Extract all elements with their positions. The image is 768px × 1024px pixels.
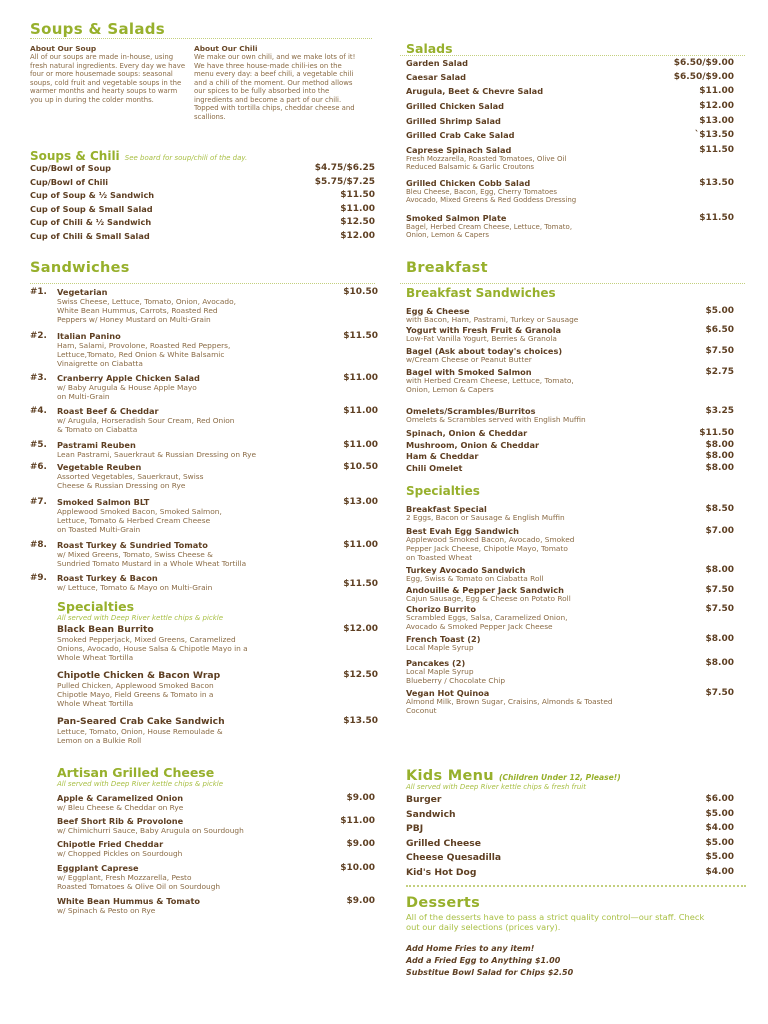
sandwich-item: #9. Roast Turkey & Bacon $11.50 w/ Lettuce, Tomato & Mayo on Multi-Grain: [30, 573, 378, 592]
list-item: Yogurt with Fresh Fruit & Granola $6.50 Low-Fat Vanilla Yogurt, Berries & Granola: [406, 325, 734, 343]
salads-heading: Salads: [406, 41, 453, 56]
grilled-cheese-item: Chipotle Fried Cheddar $9.00 w/ Chopped Pickles on Sourdough: [57, 839, 375, 858]
list-item: Mushroom, Onion & Cheddar $8.00: [406, 439, 734, 450]
soups-chili-note: See board for soup/chili of the day.: [124, 154, 248, 162]
salads-list: [406, 58, 734, 240]
desserts-text: All of the desserts have to pass a strict quality control—our staff. Check out our daily selections (prices vary).: [406, 912, 705, 932]
sandwich-item: #8. Roast Turkey & Sundried Tomato $11.00 w/ Mixed Greens, Tomato, Swiss Cheese & Sundried Tomato Mustard in a Whole Wheat Tortilla: [30, 540, 378, 568]
addon-item: Add a Fried Egg to Anything $1.00: [406, 956, 561, 965]
sandwich-item: #6. Vegetable Reuben $10.50 Assorted Vegetables, Sauerkraut, Swiss Cheese & Russian Dressing on Rye: [30, 462, 378, 490]
list-item: Caesar Salad $6.50/$9.00: [406, 72, 734, 82]
soups-chili-heading: Soups & Chili: [30, 149, 120, 163]
specialty-item: Black Bean Burrito $12.00 Smoked Pepperjack, Mixed Greens, Caramelized Onions, Avocado, House Salsa & Chipotle Mayo in a Whole Wheat Tortilla: [57, 624, 378, 662]
kids-list: [406, 794, 734, 881]
specialties-heading: Specialties: [57, 599, 135, 614]
about-chili-text: We make our own chili, and we make lots of it! We have three house-made chili-ies on the menu every day: a beef chili, a vegetable chili and a chili of the moment. Our method allows our spices to be fully absorbed into the ingredients and become a part of our chili. Topped with tortilla chips, cheddar cheese and scallions.: [194, 53, 356, 121]
sandwich-item: #1. Vegetarian $10.50 Swiss Cheese, Lettuce, Tomato, Onion, Avocado, White Bean Hummus, Carrots, Roasted Red Peppers w/ Honey Mustard on Multi-Grain: [30, 287, 378, 324]
list-item: Best Evah Egg Sandwich $7.00 Applewood Smoked Bacon, Avocado, Smoked Pepper Jack Cheese, Chipotle Mayo, Tomato on Toasted Wheat: [406, 526, 734, 562]
list-item: Grilled Shrimp Salad $13.00: [406, 115, 734, 126]
list-item: Cheese Quesadilla $5.00: [406, 852, 734, 863]
list-item: Egg & Cheese $5.00 with Bacon, Ham, Pastrami, Turkey or Sausage: [406, 306, 734, 324]
soups-chili-header: [30, 145, 375, 164]
about-chili: [194, 44, 356, 121]
specialty-item: Chipotle Chicken & Bacon Wrap $12.50 Pulled Chicken, Applewood Smoked Bacon Chipotle Mayo, Field Greens & Tomato in a Whole Wheat Tortilla: [57, 670, 378, 708]
grilled-cheese-item: Beef Short Rib & Provolone $11.00 w/ Chimichurri Sauce, Baby Arugula on Sourdough: [57, 816, 375, 835]
list-item: PBJ $4.00: [406, 823, 734, 834]
list-item: French Toast (2) $8.00 Local Maple Syrup: [406, 634, 734, 652]
list-item: Omelets/Scrambles/Burritos $3.25 Omelets & Scrambles served with English Muffin: [406, 406, 734, 424]
list-item: Andouille & Pepper Jack Sandwich $7.50 Cajun Sausage, Egg & Cheese on Potato Roll: [406, 585, 734, 603]
list-item: Breakfast Special $8.50 2 Eggs, Bacon or Sausage & English Muffin: [406, 504, 734, 522]
list-item: Grilled Chicken Cobb Salad $13.50 Bleu Cheese, Bacon, Egg, Cherry Tomatoes Avocado, Mixed Greens & Red Goddess Dressing: [406, 177, 734, 204]
specialties-note: All served with Deep River kettle chips & pickle: [57, 614, 224, 622]
breakfast-sandwiches-heading: Breakfast Sandwiches: [406, 286, 556, 300]
list-item: Grilled Crab Cake Salad `$13.50: [406, 130, 734, 140]
list-item: Sandwich $5.00: [406, 808, 734, 820]
list-item: Ham & Cheddar $8.00: [406, 451, 734, 461]
list-item: Chili Omelet $8.00: [406, 462, 734, 473]
list-item: Bagel with Smoked Salmon $2.75 with Herbed Cream Cheese, Lettuce, Tomato, Onion, Lemon & Capers: [406, 367, 734, 394]
divider: [406, 885, 746, 887]
list-item: Spinach, Onion & Cheddar $11.50: [406, 428, 734, 438]
specialty-item: Pan-Seared Crab Cake Sandwich $13.50 Lettuce, Tomato, Onion, House Remoulade & Lemon on a Bulkie Roll: [57, 716, 378, 745]
list-item: Cup of Soup & Small Salad $11.00: [30, 203, 375, 214]
sandwich-item: #5. Pastrami Reuben $11.00 Lean Pastrami, Sauerkraut & Russian Dressing on Rye: [30, 440, 378, 459]
divider: [30, 38, 372, 39]
list-item: Cup of Chili & ½ Sandwich $12.50: [30, 217, 375, 227]
divider: [30, 283, 375, 284]
list-item: Cup of Chili & Small Salad $12.00: [30, 230, 375, 241]
list-item: Caprese Spinach Salad $11.50 Fresh Mozzarella, Roasted Tomatoes, Olive Oil Reduced Balsamic & Garlic Croutons: [406, 144, 734, 171]
list-item: Cup/Bowl of Soup $4.75/$6.25: [30, 163, 375, 173]
list-item: Grilled Chicken Salad $12.00: [406, 101, 734, 111]
list-item: Pancakes (2) $8.00 Local Maple Syrup Blueberry / Chocolate Chip: [406, 658, 734, 685]
breakfast-sandwiches-list: [406, 306, 734, 394]
about-soup-title: About Our Soup: [30, 44, 97, 53]
breakfast-specialties-list: [406, 504, 734, 715]
kids-heading: Kids Menu: [406, 768, 494, 784]
list-item: Burger $6.00: [406, 794, 734, 805]
list-item: Chorizo Burrito $7.50 Scrambled Eggs, Salsa, Caramelized Onion, Avocado & Smoked Pepper Jack Cheese: [406, 604, 734, 631]
addon-item: Substitue Bowl Salad for Chips $2.50: [406, 968, 574, 977]
list-item: Cup/Bowl of Chili $5.75/$7.25: [30, 176, 375, 187]
about-chili-title: About Our Chili: [194, 44, 258, 53]
grilled-cheese-item: Eggplant Caprese $10.00 w/ Eggplant, Fresh Mozzarella, Pesto Roasted Tomatoes & Olive Oil on Sourdough: [57, 863, 375, 891]
grilled-cheese-item: Apple & Caramelized Onion $9.00 w/ Bleu Cheese & Cheddar on Rye: [57, 793, 375, 812]
sandwich-item: #4. Roast Beef & Cheddar $11.00 w/ Arugula, Horseradish Sour Cream, Red Onion & Tomato on Ciabatta: [30, 406, 378, 434]
sandwich-item: #3. Cranberry Apple Chicken Salad $11.00 w/ Baby Arugula & House Apple Mayo on Multi-Grain: [30, 373, 378, 401]
list-item: Cup of Soup & ½ Sandwich $11.50: [30, 190, 375, 200]
kids-subtitle: (Children Under 12, Please!): [498, 773, 621, 782]
breakfast-heading: Breakfast: [406, 260, 488, 276]
list-item: Turkey Avocado Sandwich $8.00 Egg, Swiss & Tomato on Ciabatta Roll: [406, 565, 734, 583]
divider: [400, 283, 745, 284]
kids-note: All served with Deep River kettle chips & fresh fruit: [406, 783, 586, 791]
list-item: Kid's Hot Dog $4.00: [406, 866, 734, 878]
desserts-heading: Desserts: [406, 895, 481, 911]
list-item: Smoked Salmon Plate $11.50 Bagel, Herbed Cream Cheese, Lettuce, Tomato, Onion, Lemon & Capers: [406, 212, 734, 239]
divider: [400, 55, 745, 56]
sandwiches-heading: Sandwiches: [30, 260, 130, 276]
about-soup-text: All of our soups are made in-house, using fresh natural ingredients. Every day we have four or more housemade soups: seasonal soups, cold fruit and vegetable soups in the warmer months and hearty soups to warm you up in during the colder months.: [30, 53, 186, 104]
grilled-cheese-note: All served with Deep River kettle chips & pickle: [57, 780, 224, 788]
soups-chili-list: [30, 163, 375, 244]
grilled-cheese-item: White Bean Hummus & Tomato $9.00 w/ Spinach & Pesto on Rye: [57, 896, 375, 915]
list-item: Garden Salad $6.50/$9.00: [406, 58, 734, 68]
sandwich-item: #7. Smoked Salmon BLT $13.00 Applewood Smoked Bacon, Smoked Salmon, Lettuce, Tomato & Herbed Cream Cheese on Toasted Multi-Grain: [30, 497, 378, 534]
list-item: Grilled Cheese $5.00: [406, 837, 734, 849]
addon-item: Add Home Fries to any item!: [406, 944, 535, 953]
sandwich-item: #2. Italian Panino $11.50 Ham, Salami, Provolone, Roasted Red Peppers, Lettuce,Tomato, Red Onion & White Balsamic Vinaigrette on Ciabatta: [30, 331, 378, 368]
grilled-cheese-heading: Artisan Grilled Cheese: [57, 765, 215, 780]
list-item: Bagel (Ask about today's choices) $7.50 w/Cream Cheese or Peanut Butter: [406, 346, 734, 364]
kids-header: [406, 765, 746, 784]
list-item: Vegan Hot Quinoa $7.50 Almond Milk, Brown Sugar, Craisins, Almonds & Toasted Coconut: [406, 688, 734, 715]
breakfast-specialties-heading: Specialties: [406, 484, 480, 498]
about-soup: [30, 44, 188, 104]
list-item: Arugula, Beet & Chevre Salad $11.00: [406, 86, 734, 96]
soups-salads-heading: Soups & Salads: [30, 20, 166, 38]
omelets-list: [406, 406, 734, 474]
addons-list: [406, 943, 736, 979]
